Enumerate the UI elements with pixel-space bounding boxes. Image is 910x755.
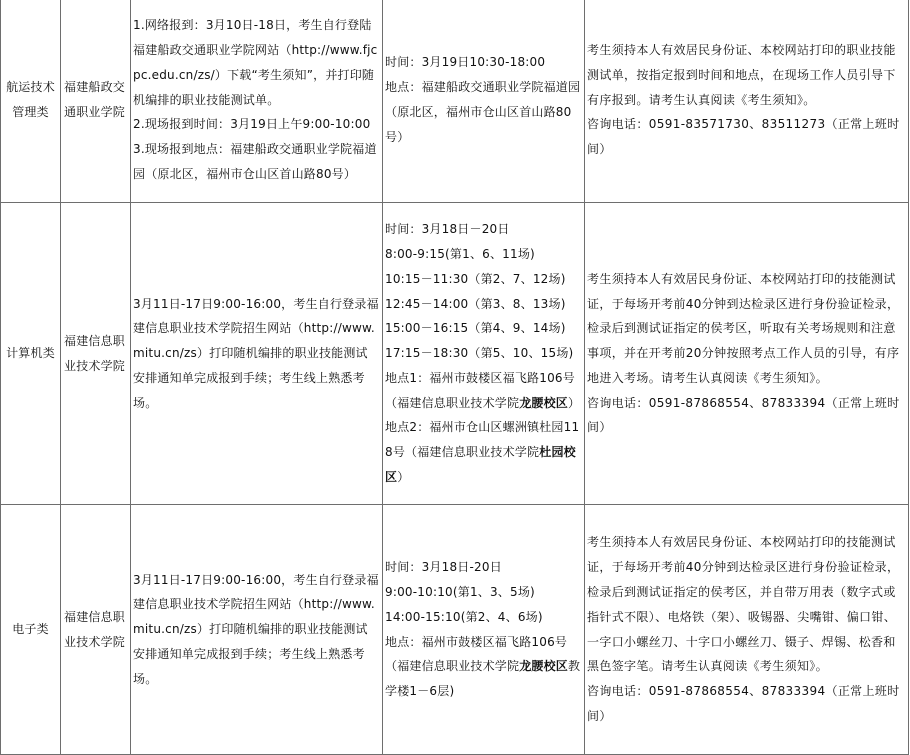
line-text: 地点：福建船政交通职业学院福道园（原北区，福州市仓山区首山路80号） [385, 80, 581, 144]
line-text: 3月11日-17日9:00-16:00，考生自行登录福建信息职业技术学院招生网站（http://www.mitu.cn/zs）打印随机编排的职业技能测试安排通知单完成报到手续；考生线上熟悉考场。 [133, 572, 379, 686]
text-line [385, 217, 581, 242]
text-line [385, 316, 581, 341]
school-name: 通职业学院 [64, 105, 126, 119]
cell-notes [585, 0, 909, 203]
cell-registration [131, 203, 383, 505]
line-text-tail: ） [568, 395, 581, 410]
line-text: 3.现场报到地点：福建船政交通职业学院福道园（原北区，福州市仓山区首山路80号） [133, 142, 377, 181]
table-row [1, 505, 909, 755]
line-text: 时间：3月19日10:30-18:00 [385, 55, 546, 70]
category-label: 计算机类 [6, 346, 55, 361]
cell-exam [383, 0, 585, 203]
text-line [133, 137, 379, 187]
line-text: 12:45－14:00（第3、8、13场) [385, 296, 566, 311]
line-text: 地点2：福州市仓山区螺洲镇杜园118号（福建信息职业技术学院 [385, 420, 580, 460]
line-text: 时间：3月18日-20日 [385, 560, 502, 575]
cell-category [1, 505, 61, 755]
text-line [133, 568, 379, 692]
school-name: 业技术学院 [64, 634, 126, 649]
cell-registration [131, 505, 383, 755]
cell-school [61, 0, 131, 203]
line-text: 考生须持本人有效居民身份证、本校网站打印的职业技能测试单，按指定报到时间和地点，在现场工作人员引导下有序报到。请考生认真阅读《考生须知》。 [587, 43, 896, 107]
line-text: 17:15－18:30（第5、10、15场) [385, 346, 574, 361]
text-line [587, 391, 905, 441]
cell-notes [585, 505, 909, 755]
text-line [385, 555, 581, 580]
text-line [385, 50, 581, 75]
school-name: 福建船政交 [64, 80, 126, 95]
category-label: 航运技术 [6, 80, 55, 95]
line-text: 地点1：福州市鼓楼区福飞路106号（福建信息职业技术学院 [385, 370, 575, 410]
text-line [385, 341, 581, 366]
category-label: 电子类 [12, 622, 49, 637]
text-line [385, 75, 581, 149]
category-label: 管理类 [12, 105, 49, 119]
line-text: 14:00-15:10(第2、4、6场) [385, 609, 543, 624]
cell-school [61, 505, 131, 755]
line-text: 15:00－16:15（第4、9、14场) [385, 321, 566, 336]
campus-name: 龙腰校区 [519, 659, 569, 674]
line-text: 1.网络报到：3月10日-18日，考生自行登陆福建船政交通职业学院网站（http://www.fjcpc.edu.cn/zs/）下载“考生须知”，并打印随机编排的职业技能测试单。 [133, 18, 378, 107]
text-line [587, 679, 905, 729]
cell-exam [383, 203, 585, 505]
text-line [385, 630, 581, 704]
text-line [133, 292, 379, 416]
text-line [385, 242, 581, 267]
table-body [1, 0, 909, 755]
text-line [587, 112, 905, 162]
line-text-tail: ） [397, 470, 410, 485]
line-text: 3月11日-17日9:00-16:00，考生自行登录福建信息职业技术学院招生网站（http://www.mitu.cn/zs）打印随机编排的职业技能测试安排通知单完成报到手续；考生线上熟悉考场。 [133, 296, 379, 410]
line-text: 8:00-9:15(第1、6、11场) [385, 246, 535, 261]
line-text-tail: 教学楼1－6层) [385, 659, 581, 699]
cell-notes [585, 203, 909, 505]
text-line [587, 530, 905, 679]
table-row [1, 203, 909, 505]
line-text: 地点：福州市鼓楼区福飞路106号（福建信息职业技术学院 [385, 634, 568, 674]
school-name: 业技术学院 [64, 358, 126, 373]
school-name: 福建信息职 [64, 333, 126, 348]
campus-name: 龙腰校区 [519, 395, 569, 410]
text-line [133, 112, 379, 137]
line-text: 考生须持本人有效居民身份证、本校网站打印的技能测试证，于每场开考前40分钟到达检录区进行身份验证检录，检录后到测试证指定的侯考区，并自带万用表（数字式或指针式不限）、电烙铁（架）、吸锡器、尖嘴钳、偏口钳、一字口小螺丝刀、十字口小螺丝刀、镊子、焊锡、松香和黑色签字笔。请考生认真阅读《考生须知》。 [587, 535, 900, 674]
line-text: 10:15－11:30（第2、7、12场) [385, 271, 566, 286]
campus-name: 杜园校区 [385, 445, 576, 485]
cell-school [61, 203, 131, 505]
line-text: 时间：3月18日－20日 [385, 222, 510, 237]
text-line [385, 605, 581, 630]
line-text: 咨询电话：0591-83571730、83511273（正常上班时间） [587, 117, 900, 157]
cell-registration [131, 0, 383, 203]
text-line [385, 366, 581, 416]
text-line [385, 292, 581, 317]
text-line [133, 13, 379, 112]
line-text: 考生须持本人有效居民身份证、本校网站打印的技能测试证，于每场开考前40分钟到达检录区进行身份验证检录，检录后到测试证指定的侯考区，听取有关考场规则和注意事项，并在开考前20分钟按照考点工作人员的引导，有序地进入考场。请考生认真阅读《考生须知》。 [587, 271, 900, 385]
text-line [587, 38, 905, 112]
line-text: 2.现场报到时间：3月19日上午9:00-10:00 [133, 117, 371, 132]
school-name: 福建信息职 [64, 609, 126, 624]
table-row [1, 0, 909, 203]
text-line [385, 580, 581, 605]
cell-exam [383, 505, 585, 755]
text-line [385, 415, 581, 489]
text-line [385, 267, 581, 292]
line-text: 咨询电话：0591-87868554、87833394（正常上班时间） [587, 395, 900, 435]
line-text: 9:00-10:10(第1、3、5场) [385, 584, 535, 599]
text-line [587, 267, 905, 391]
line-text: 咨询电话：0591-87868554、87833394（正常上班时间） [587, 684, 900, 723]
cell-category [1, 0, 61, 203]
cell-category [1, 203, 61, 505]
